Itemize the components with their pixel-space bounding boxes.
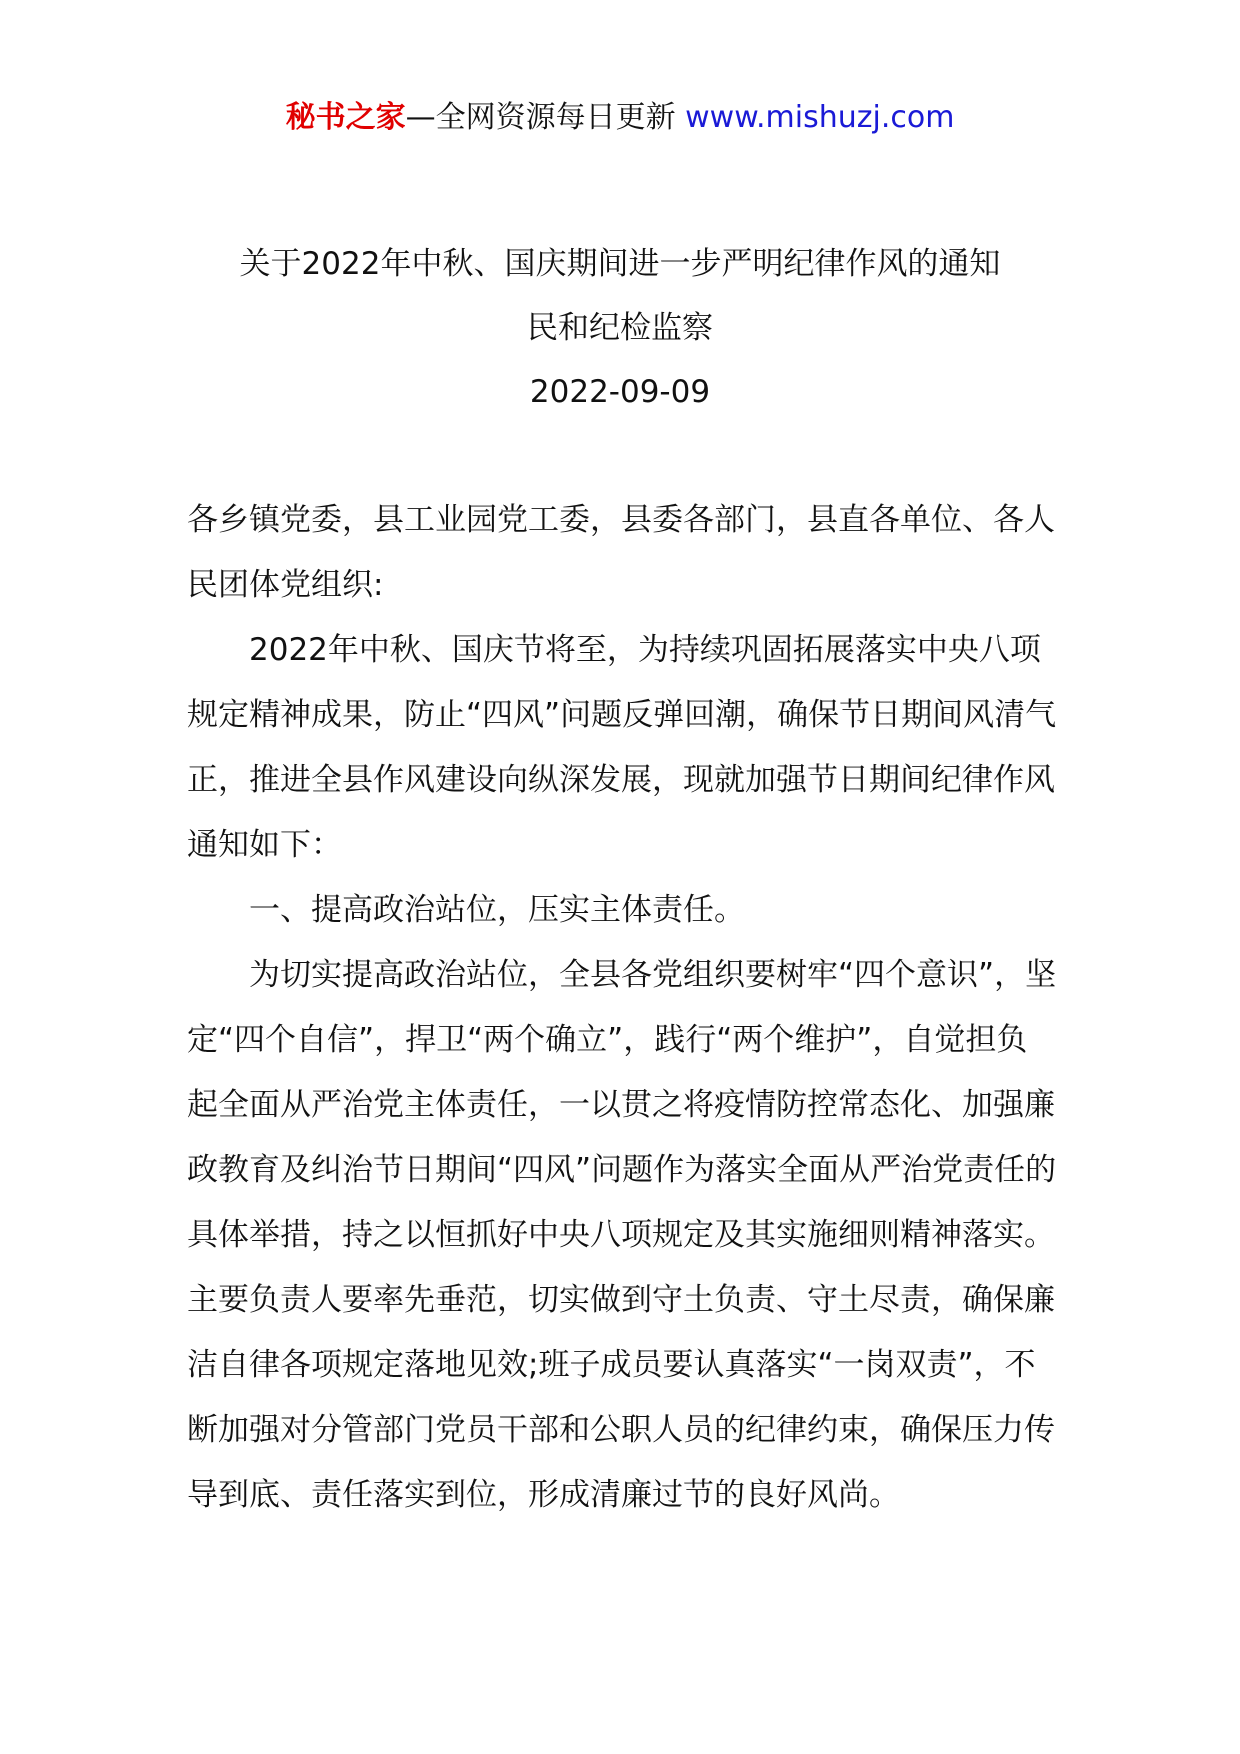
document-issuer: 民和纪检监察 bbox=[527, 310, 713, 346]
section-paragraph: 为切实提高政治站位，全县各党组织要树牢“四个意识”，坚定“四个自信”，捍卫“两个确立”，践行“两个维护”，自觉担负起全面从严治党主体责任，一以贯之将疫情防控常态化、加强廉政教育及纠治节日期间“四风”问题作为落实全面从严治党责任的具体举措，持之以恒抓好中央八项规定及其实施细则精神落实。主要负责人要率先垂范，切实做到守土负责、守土尽责，确保廉洁自律各项规定落地见效;班子成员要认真落实“一岗双责”，不断加强对分管部门党员干部和公职人员的纪律约束，确保压力传导到底、责任落实到位，形成清廉过节的良好风尚。 bbox=[187, 957, 1057, 1513]
intro-paragraph: 2022年中秋、国庆节将至，为持续巩固拓展落实中央八项规定精神成果，防止“四风”问题反弹回潮，确保节日期间风清气正，推进全县作风建设向纵深发展，现就加强节日期间纪律作风通知如下： bbox=[187, 632, 1057, 863]
section-heading: 一、提高政治站位，压实主体责任。 bbox=[249, 892, 745, 928]
salutation-paragraph: 各乡镇党委，县工业园党工委，县委各部门，县直各单位、各人民团体党组织: bbox=[187, 502, 1055, 603]
document-title: 关于2022年中秋、国庆期间进一步严明纪律作风的通知 bbox=[239, 246, 1001, 282]
site-tagline: —全网资源每日更新 bbox=[405, 100, 686, 135]
site-banner bbox=[0, 98, 1240, 138]
site-brand: 秘书之家 bbox=[285, 100, 406, 135]
document-date: 2022-09-09 bbox=[529, 374, 711, 410]
site-url-link[interactable]: www.mishuzj.com bbox=[685, 100, 955, 135]
document-body bbox=[187, 488, 1057, 1528]
title-block bbox=[0, 232, 1240, 424]
